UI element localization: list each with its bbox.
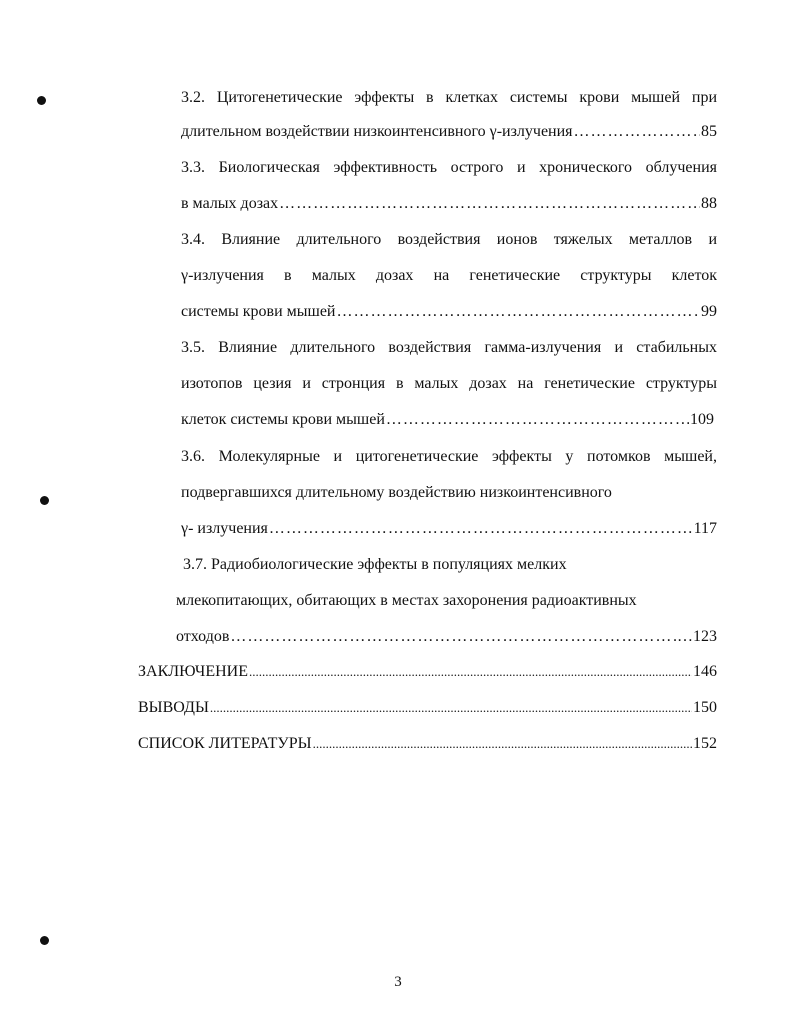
toc-page-number: 99 xyxy=(701,303,717,320)
toc-page-number: 152 xyxy=(693,735,717,752)
toc-entry-3-2-line-2 xyxy=(181,122,717,142)
toc-page-number: 117 xyxy=(693,520,717,537)
dot-leader xyxy=(230,627,676,647)
dot-leader xyxy=(269,519,693,539)
scan-mark-top xyxy=(37,96,46,105)
toc-entry-3-3-line-2 xyxy=(181,194,717,214)
toc-entry-3-4-line-2: γ-излучения в малых дозах на генетические структуры клеток xyxy=(181,267,717,284)
toc-entry-text: ЗАКЛЮЧЕНИЕ xyxy=(138,663,248,680)
scan-mark-bottom xyxy=(40,936,49,945)
toc-entry-3-2-line-1: 3.2. Цитогенетические эффекты в клетках системы крови мышей при xyxy=(181,89,717,106)
dot-leader xyxy=(336,302,700,322)
toc-entry-text: в малых дозах xyxy=(181,195,279,212)
dot-leader xyxy=(210,698,692,718)
toc-entry-text: γ- излучения xyxy=(181,520,268,537)
toc-page-number: 150 xyxy=(693,699,717,716)
dot-leader xyxy=(574,122,700,142)
toc-entry-text: отходов xyxy=(176,628,230,645)
toc-entry-text: СПИСОК ЛИТЕРАТУРЫ xyxy=(138,735,312,752)
toc-entry-3-4-line-3 xyxy=(181,302,717,322)
page-number: 3 xyxy=(394,974,402,990)
dot-leader xyxy=(249,662,692,682)
toc-page-number: 146 xyxy=(693,663,717,680)
toc-entry-3-4-line-1: 3.4. Влияние длительного воздействия ионов тяжелых металлов и xyxy=(181,231,717,248)
toc-entry-text: ВЫВОДЫ xyxy=(138,699,209,716)
toc-entry-3-5-line-2: изотопов цезия и стронция в малых дозах на генетические структуры xyxy=(181,375,717,392)
dot-leader xyxy=(313,734,692,754)
toc-page-number: 109 xyxy=(690,411,714,428)
toc-entry-text: длительном воздействии низкоинтенсивного γ-излучения xyxy=(181,123,573,140)
toc-entry-text: системы крови мышей xyxy=(181,303,336,320)
dot-leader xyxy=(386,410,689,430)
toc-entry-3-5-line-1: 3.5. Влияние длительного воздействия гамма-излучения и стабильных xyxy=(181,339,717,356)
toc-entry-conclusion xyxy=(138,662,717,682)
toc-entry-3-6-line-2: подвергавшихся длительному воздействию низкоинтенсивного xyxy=(181,484,612,501)
dot-leader xyxy=(279,194,700,214)
toc-entry-findings xyxy=(138,698,717,718)
toc-entry-3-6-line-3 xyxy=(181,519,717,539)
toc-entry-text: клеток системы крови мышей xyxy=(181,411,385,428)
toc-entry-references xyxy=(138,734,717,754)
toc-entry-3-7-line-3 xyxy=(176,627,717,647)
toc-entry-3-7-line-1: 3.7. Радиобиологические эффекты в популяциях мелких xyxy=(183,556,567,573)
toc-page-number: 88 xyxy=(701,195,717,212)
toc-page-number: 85 xyxy=(701,123,717,140)
toc-entry-3-5-line-3 xyxy=(181,410,714,430)
toc-page-number: …123 xyxy=(677,628,717,645)
toc-entry-3-6-line-1: 3.6. Молекулярные и цитогенетические эффекты у потомков мышей, xyxy=(181,448,717,465)
toc-entry-3-7-line-2: млекопитающих, обитающих в местах захоронения радиоактивных xyxy=(176,592,637,609)
toc-entry-3-3-line-1: 3.3. Биологическая эффективность острого и хронического облучения xyxy=(181,159,717,176)
scan-mark-middle xyxy=(40,496,49,505)
